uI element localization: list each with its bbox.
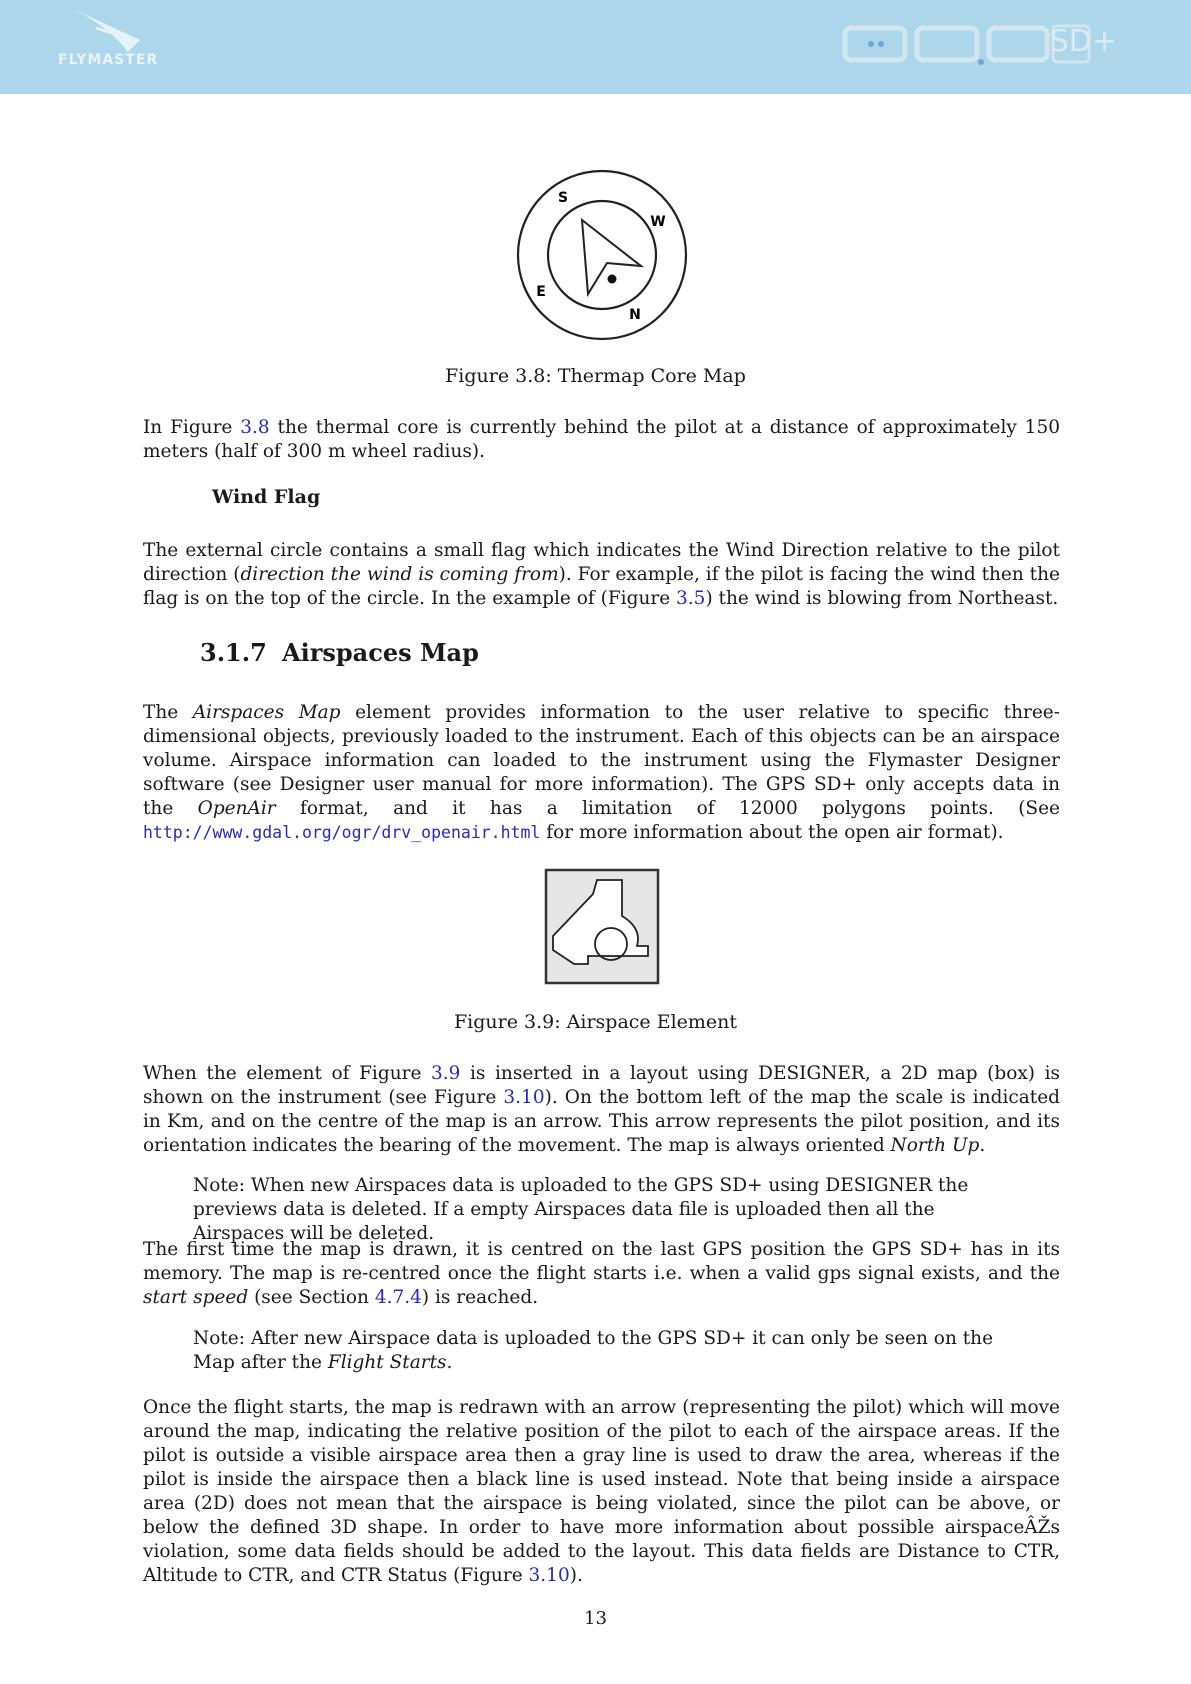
figure-3-5-link[interactable]: 3.5 xyxy=(676,588,706,609)
page-header xyxy=(0,0,1191,94)
product-name: SD+ xyxy=(1049,24,1117,59)
compass-label-e: E xyxy=(536,284,546,300)
paragraph-map-display: When the element of Figure 3.9 is inserted in a layout using DESIGNER, a 2D map (box) is shown on the instrument (see Figure 3.10). On the bottom left of the map the scale is indicated in Km, and on the centre of the map is an arrow. This arrow represents the pilot position, and its orientation indicates the bearing of the movement. The map is always oriented North Up. xyxy=(143,1063,1061,1156)
paragraph-map-centering: The first time the map is drawn, it is centred on the last GPS position the GPS SD+ has in its memory. The map is re-centred once the flight starts i.e. when a valid gps signal exists, and the start speed (see Section 4.7.4) is reached. xyxy=(143,1239,1060,1308)
figure-3-10-link-2[interactable]: 3.10 xyxy=(528,1565,570,1586)
airspace-element-figure xyxy=(0,868,1191,986)
compass-label-s: S xyxy=(557,190,569,206)
section-title: Airspaces Map xyxy=(282,638,479,667)
thermal-core-dot xyxy=(608,275,617,284)
figure-3-8-link[interactable]: 3.8 xyxy=(240,417,270,438)
figure-3-9-link[interactable]: 3.9 xyxy=(431,1063,461,1084)
page-number: 13 xyxy=(584,1608,607,1629)
note-airspace-upload: Note: When new Airspaces data is uploaded to the GPS SD+ using DESIGNER the previews data is deleted. If a empty Airspaces data file is uploaded then all the Airspaces will be deleted. xyxy=(193,1175,969,1244)
openair-url-link[interactable]: http://www.gdal.org/ogr/drv_openair.html xyxy=(143,823,541,842)
flymaster-wing-icon xyxy=(40,6,200,86)
paragraph-wind-flag: The external circle contains a small flag which indicates the Wind Direction relative to the pilot direction (direction the wind is coming from). For example, if the pilot is facing the wind then the flag is on the top of the circle. In the example of (Figure 3.5) the wind is blowing from Northeast. xyxy=(143,540,1060,609)
figure-3-9-caption: Figure 3.9: Airspace Element xyxy=(453,1011,738,1033)
section-4-7-4-link[interactable]: 4.7.4 xyxy=(374,1287,422,1308)
figure-3-8-caption: Figure 3.8: Thermap Core Map xyxy=(445,365,746,387)
paragraph-airspace-violation: Once the flight starts, the map is redrawn with an arrow (representing the pilot) which will move around the map, indicating the relative position of the pilot to each of the airspace areas. If the pilot is outside a visible airspace area then a gray line is used to draw the area, whereas if the pilot is inside the airspace then a black line is used instead. Note that being inside a airspace area (2D) does not mean that the airspace is being violated, since the pilot can be above, or below the defined 3D shape. In order to have more information about possible airspaceÂŽs violation, some data fields should be added to the layout. This data fields are Distance to CTR, Altitude to CTR, and CTR Status (Figure 3.10). xyxy=(143,1397,1060,1586)
wind-flag-heading: Wind Flag xyxy=(212,486,321,508)
section-number: 3.1.7 xyxy=(200,638,267,667)
section-heading xyxy=(200,638,479,667)
compass-label-w: W xyxy=(650,214,666,230)
thermal-core-map-figure xyxy=(0,168,1191,344)
compass-label-n: N xyxy=(629,307,641,323)
figure-3-10-link[interactable]: 3.10 xyxy=(503,1087,545,1108)
note-flight-starts: Note: After new Airspace data is uploaded to the GPS SD+ it can only be seen on the Map after the Flight Starts. xyxy=(193,1328,994,1373)
brand-name: FLYMASTER xyxy=(58,52,159,68)
paragraph-thermal-core: In Figure 3.8 the thermal core is currently behind the pilot at a distance of approximately 150 meters (half of 300 m wheel radius). xyxy=(143,417,1060,462)
paragraph-airspaces-intro: The Airspaces Map element provides information to the user relative to specific three-dimensional objects, previously loaded to the instrument. Each of this objects can be an airspace volume. Airspace information can loaded to the instrument using the Flymaster Designer software (see Designer user manual for more information). The GPS SD+ only accepts data in the OpenAir format, and it has a limitation of 12000 polygons points. (See http://www.gdal.org/ogr/drv_openair.html for more information about the open air format). xyxy=(143,702,1060,843)
